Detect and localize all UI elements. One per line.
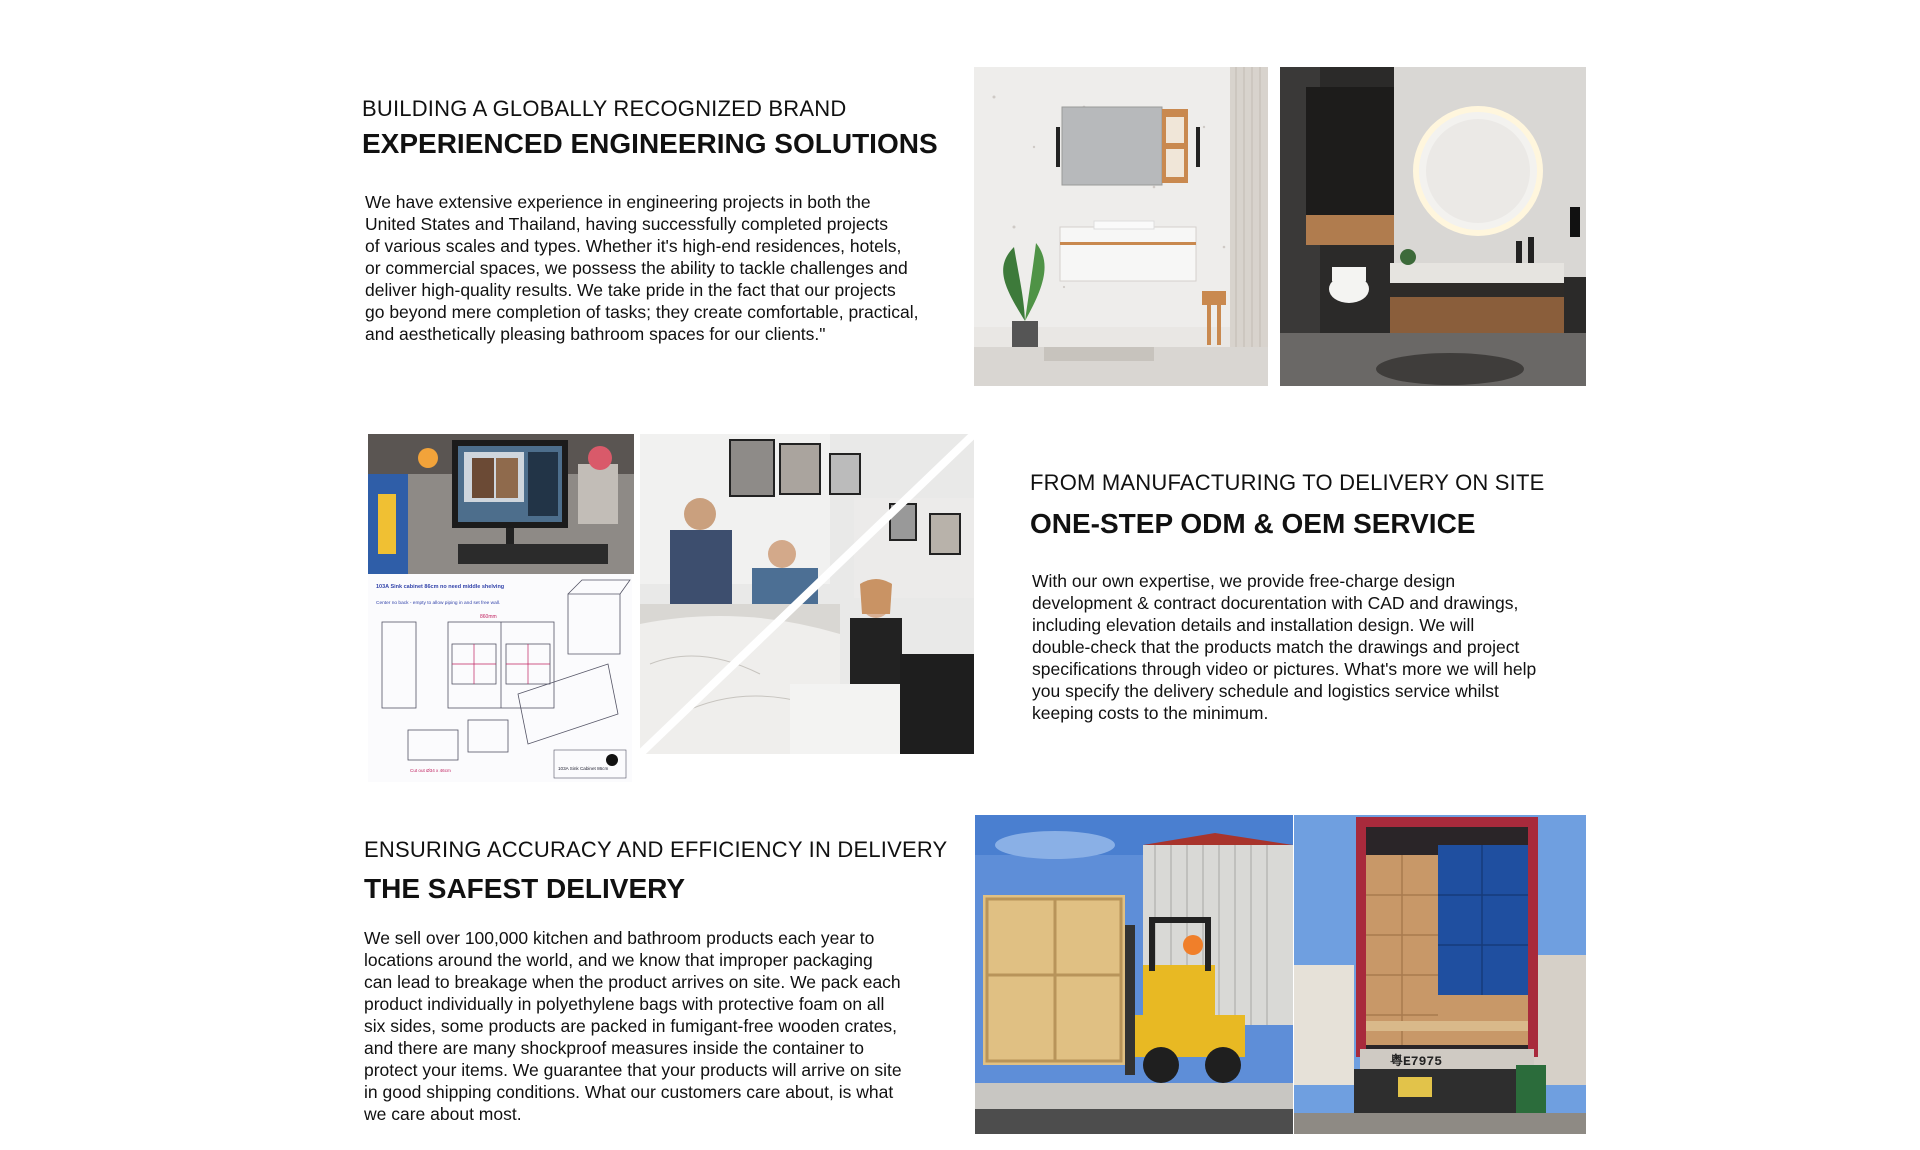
- cad-workstation-photo: [368, 434, 634, 574]
- section-1-text: [362, 96, 962, 345]
- section-2-body: With our own expertise, we provide free-charge design development & contract docurentation with CAD and drawings, including elevation details and installation design. We will double-check that the products match the drawings and project specifications through video or pictures. What's more we will help you specify the delivery schedule and logistics service whilst keeping costs to the minimum.: [1032, 571, 1537, 723]
- section-1-eyebrow: BUILDING A GLOBALLY RECOGNIZED BRAND: [362, 96, 847, 121]
- bathroom-mirror-photo: [1280, 67, 1586, 386]
- cad-drawing-photo: [368, 574, 632, 782]
- drawing-cutout-label: Cut out Ø34 x 46cm: [410, 768, 451, 773]
- drawing-dimension-label: 860mm: [480, 614, 497, 620]
- drawing-title-label: 103A Sink cabinet 86cm no need middle shelving: [376, 584, 505, 590]
- section-2-headline: ONE-STEP ODM & OEM SERVICE: [1030, 508, 1476, 539]
- section-2-text: [1030, 470, 1590, 724]
- drawing-note-label: Center no back - empty to allow piping in and set free wall.: [376, 601, 501, 606]
- bathroom-vanity-photo: [974, 67, 1268, 386]
- section-3-headline: THE SAFEST DELIVERY: [364, 873, 686, 904]
- container-loading-photo: [1294, 815, 1586, 1134]
- section-1-body: We have extensive experience in engineering projects in both the United States and Thailand, having successfully completed projects of various scales and types. Whether it's high-end residences, hotels, or commercial spaces, we possess the ability to tackle challenges and deliver high-quality results. We take pride in the fact that our projects go beyond mere completion of tasks; they create comfortable, practical, and aesthetically pleasing bathroom spaces for our clients.": [365, 192, 919, 344]
- section-3-eyebrow: ENSURING ACCURACY AND EFFICIENCY IN DELIVERY: [364, 837, 948, 862]
- design-meeting-photo: [640, 434, 974, 754]
- section-3-text: [364, 837, 964, 1125]
- section-2-eyebrow: FROM MANUFACTURING TO DELIVERY ON SITE: [1030, 470, 1545, 495]
- drawing-footer-label: 103A Sink Cabinet 86cm: [558, 766, 609, 771]
- forklift-crate-photo: [975, 815, 1293, 1134]
- section-3-body: We sell over 100,000 kitchen and bathroom products each year to locations around the world, and we know that improper packaging can lead to breakage when the product arrives on site. We pack each product individually in polyethylene bags with protective foam on all six sides, some products are packed in fumigant-free wooden crates, and there are many shockproof measures inside the container to protect your items. We guarantee that your products will arrive on site in good shipping conditions. What our customers care about, is what we care about most.: [364, 928, 902, 1124]
- section-1-headline: EXPERIENCED ENGINEERING SOLUTIONS: [362, 128, 938, 159]
- truck-plate-label: 粤E7975: [1390, 1054, 1443, 1069]
